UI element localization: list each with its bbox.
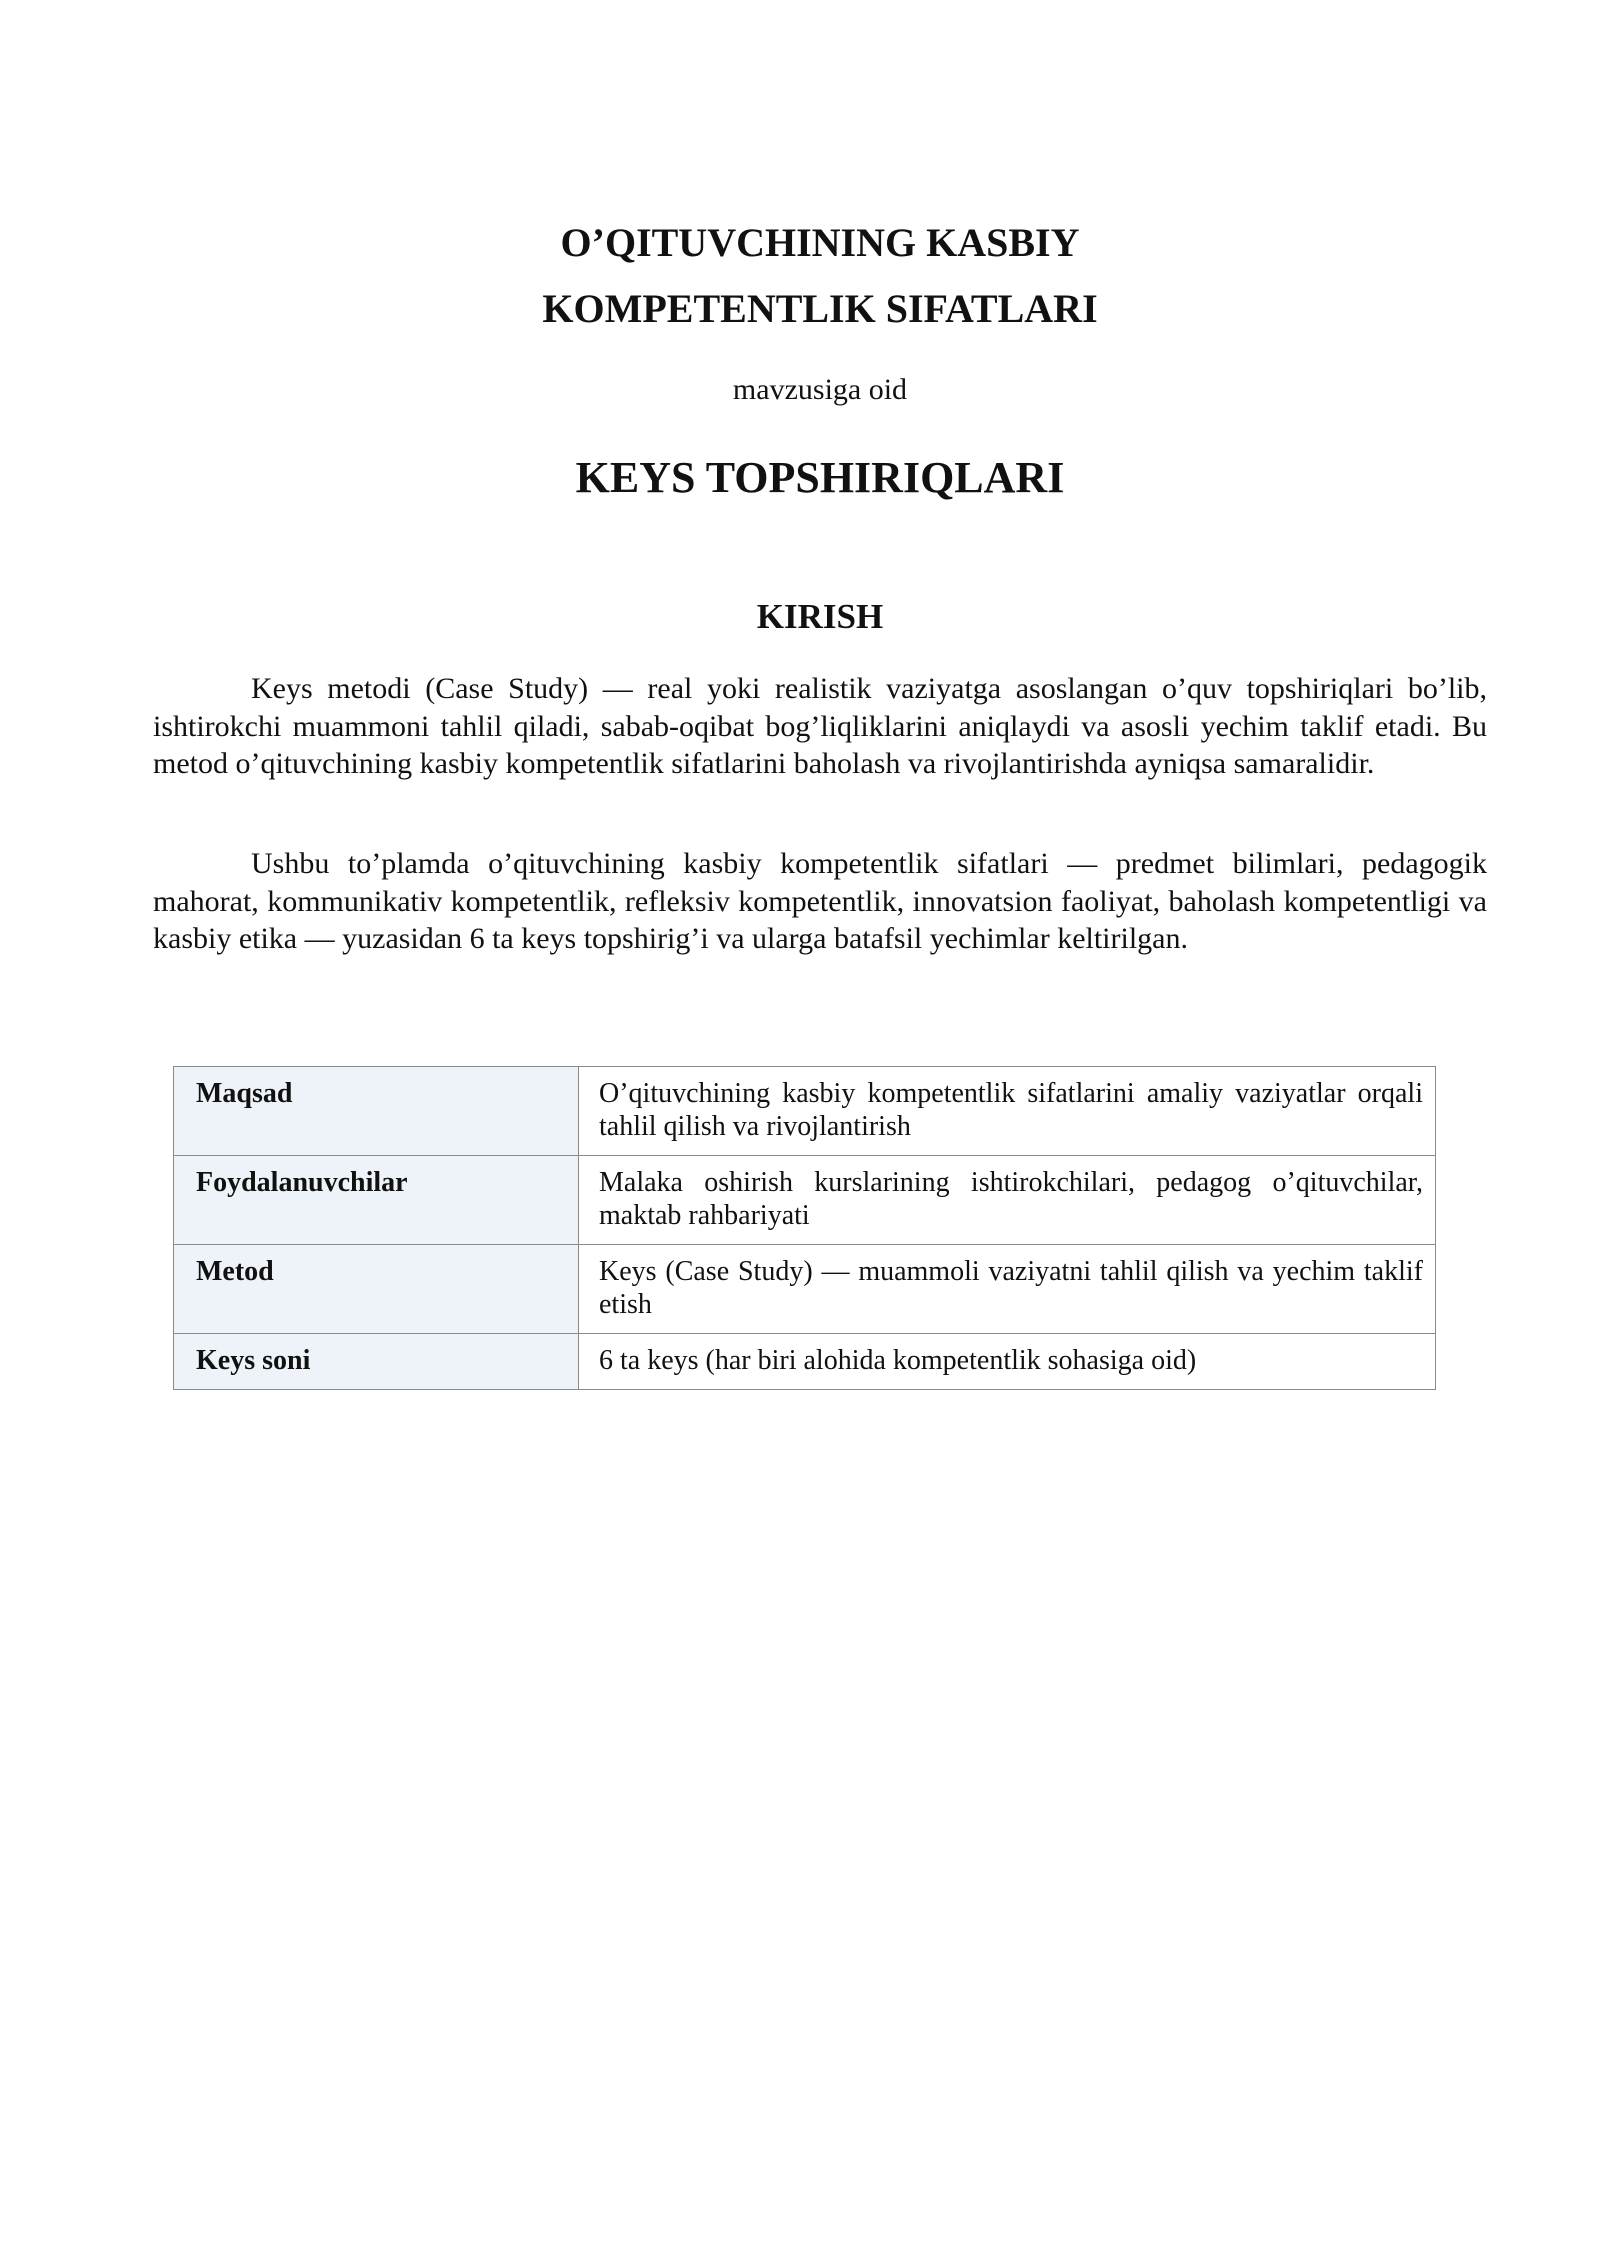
table-row-value-metod: Keys (Case Study) — muammoli vaziyatni tahlil qilish va yechim taklif etish [579,1245,1436,1334]
document-title-line-2: KOMPETENTLIK SIFATLARI [542,286,1098,331]
keys-title: KEYS TOPSHIRIQLARI [575,453,1065,502]
intro-heading: KIRISH [756,597,884,636]
table-row-value-foydalanuvchilar: Malaka oshirish kurslarining ishtirokchilari, pedagog o’qituvchilar, maktab rahbariyati [579,1156,1436,1245]
table-row [174,1334,1436,1390]
table-row [174,1245,1436,1334]
table-row [174,1156,1436,1245]
table-row-value-maqsad: O’qituvchining kasbiy kompetentlik sifatlarini amaliy vaziyatlar orqali tahlil qilish va rivojlantirish [579,1067,1436,1156]
table-row [174,1067,1436,1156]
table-row-value-keys-soni: 6 ta keys (har biri alohida kompetentlik sohasiga oid) [579,1334,1436,1390]
table-row-label-maqsad: Maqsad [174,1067,579,1156]
document-subtitle: mavzusiga oid [732,373,908,406]
intro-paragraph-1: Keys metodi (Case Study) — real yoki realistik vaziyatga asoslangan o’quv topshiriqlari bo’lib, ishtirokchi muammoni tahlil qiladi, sabab-oqibat bog’liqliklarini aniqlaydi va asosli yechim taklif etadi. Bu metod o’qituvchining kasbiy kompetentlik sifatlarini baholash va rivojlantirishda ayniqsa samaralidir. [153,672,1487,780]
info-table [173,1066,1436,1390]
table-row-label-foydalanuvchilar: Foydalanuvchilar [174,1156,579,1245]
document-title-line-1: O’QITUVCHINING KASBIY [560,220,1080,265]
intro-paragraph-2: Ushbu to’plamda o’qituvchining kasbiy kompetentlik sifatlari — predmet bilimlari, pedagogik mahorat, kommunikativ kompetentlik, refleksiv kompetentlik, innovatsion faoliyat, baholash kompetentligi va kasbiy etika — yuzasidan 6 ta keys topshirig’i va ularga batafsil yechimlar keltirilgan. [153,847,1487,955]
table-row-label-metod: Metod [174,1245,579,1334]
table-row-label-keys-soni: Keys soni [174,1334,579,1390]
